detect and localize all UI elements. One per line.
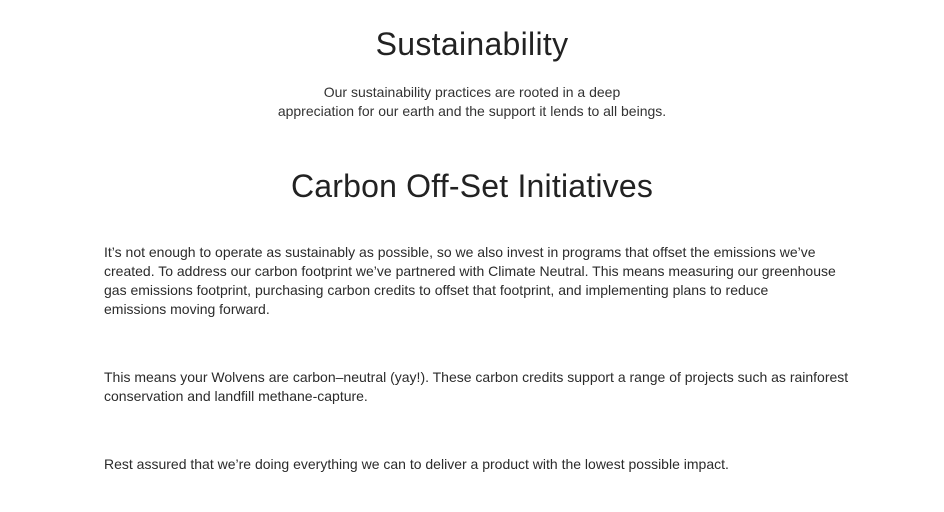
intro-line: appreciation for our earth and the support it lends to all beings. [277,103,667,119]
paragraph-line: gas emissions footprint, purchasing carbon credits to offset that footprint, and implementing plans to reduce [104,282,769,298]
paragraph-line: Rest assured that we’re doing everything we can to deliver a product with the lowest possible impact. [104,456,729,472]
section-heading: Carbon Off-Set Initiatives [290,168,654,204]
paragraph-line: It’s not enough to operate as sustainably as possible, so we also invest in programs that offset the emissions we’ve [104,244,816,260]
paragraph-offset-programs [104,243,848,319]
intro-text [0,83,944,121]
paragraph-line: conservation and landfill methane-capture. [104,388,368,404]
paragraph-rest-assured [104,455,848,474]
paragraph-line: This means your Wolvens are carbon–neutral (yay!). These carbon credits support a range of projects such as rainforest [104,369,849,385]
intro-line: Our sustainability practices are rooted in a deep [323,84,621,100]
paragraph-line: created. To address our carbon footprint we’ve partnered with Climate Neutral. This means measuring our greenhouse [104,263,836,279]
paragraph-line: emissions moving forward. [104,301,270,317]
page-title: Sustainability [375,26,569,62]
paragraph-carbon-neutral [104,368,848,406]
